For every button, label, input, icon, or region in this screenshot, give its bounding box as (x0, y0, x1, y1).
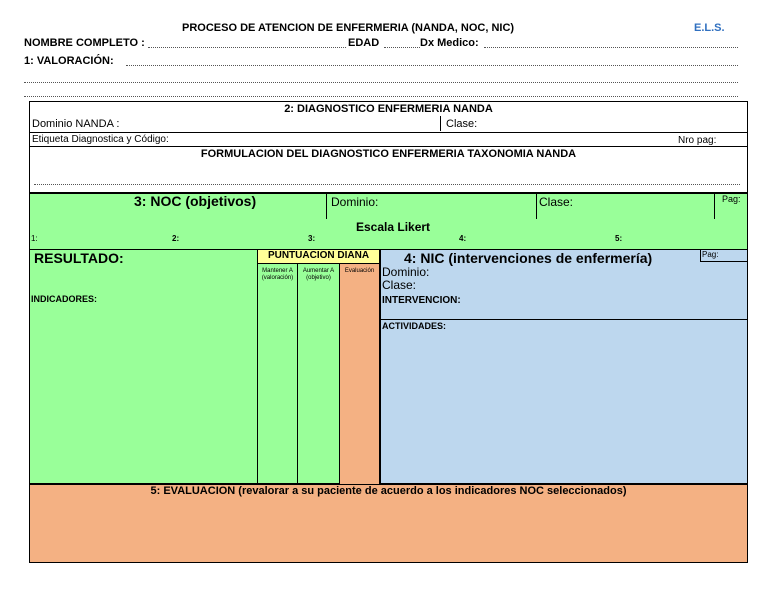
form-title: PROCESO DE ATENCION DE ENFERMERIA (NANDA, NOC, NIC) (182, 22, 515, 34)
noc-dominio-label: Dominio: (331, 195, 379, 209)
indicadores-label: INDICADORES: (31, 294, 98, 304)
evaluacion-col-label: Evaluación (344, 268, 375, 274)
valoracion-field-1[interactable] (126, 65, 738, 66)
evaluacion-column (339, 264, 380, 484)
divider (297, 264, 298, 484)
nic-box (380, 249, 748, 484)
diagnostico-title: 2: DIAGNOSTICO ENFERMERIA NANDA (284, 103, 493, 115)
mantener-label: Mantener A (valoración) (261, 268, 294, 281)
aumentar-label: Aumentar A (objetivo) (302, 268, 335, 281)
edad-label: EDAD (348, 37, 380, 49)
valoracion-field-3[interactable] (24, 96, 738, 97)
valoracion-label: 1: VALORACIÓN: (24, 55, 114, 67)
formulacion-title: FORMULACION DEL DIAGNOSTICO ENFERMERIA TAXONOMIA NANDA (200, 148, 577, 160)
likert-2: 2: (172, 234, 180, 243)
dx-medico-field[interactable] (484, 47, 738, 48)
likert-1: 1: (31, 234, 38, 243)
divider (29, 132, 748, 133)
noc-title: 3: NOC (objetivos) (134, 193, 257, 209)
nro-pag-label: Nro pag: (678, 135, 717, 146)
divider (326, 193, 327, 219)
nic-title: 4: NIC (intervenciones de enfermería) (404, 250, 653, 266)
nombre-field[interactable] (148, 47, 346, 48)
nic-clase-label: Clase: (382, 278, 417, 292)
clase-nanda-label: Clase: (446, 118, 478, 130)
noc-pag-label: Pag: (722, 194, 741, 204)
likert-3: 3: (308, 234, 316, 243)
divider (29, 146, 748, 147)
divider (257, 249, 258, 484)
dominio-nanda-label: Dominio NANDA : (32, 118, 120, 130)
intervencion-label: INTERVENCION: (382, 295, 461, 306)
divider (440, 116, 441, 131)
escala-likert-label: Escala Likert (356, 220, 431, 234)
valoracion-field-2[interactable] (24, 82, 738, 83)
divider (380, 319, 748, 320)
etiqueta-label: Etiqueta Diagnostica y Código: (32, 134, 169, 145)
noc-clase-label: Clase: (539, 195, 574, 209)
actividades-label: ACTIVIDADES: (382, 321, 447, 331)
nic-pag-label: Pag: (702, 250, 719, 259)
evaluacion-title: 5: EVALUACION (revalorar a su paciente de acuerdo a los indicadores NOC seleccionados) (150, 485, 627, 497)
dx-medico-label: Dx Medico: (420, 37, 479, 49)
nombre-label: NOMBRE COMPLETO : (24, 37, 145, 49)
resultado-box (29, 249, 380, 484)
likert-5: 5: (615, 234, 623, 243)
nic-dominio-label: Dominio: (382, 265, 430, 279)
puntuacion-diana-label: PUNTUACION DIANA (267, 250, 370, 261)
divider (714, 193, 715, 219)
formulacion-field[interactable] (34, 184, 740, 185)
resultado-label: RESULTADO: (34, 250, 124, 266)
brand-initials: E.L.S. (694, 22, 725, 34)
likert-4: 4: (459, 234, 467, 243)
divider (536, 193, 537, 219)
edad-field[interactable] (384, 47, 420, 48)
